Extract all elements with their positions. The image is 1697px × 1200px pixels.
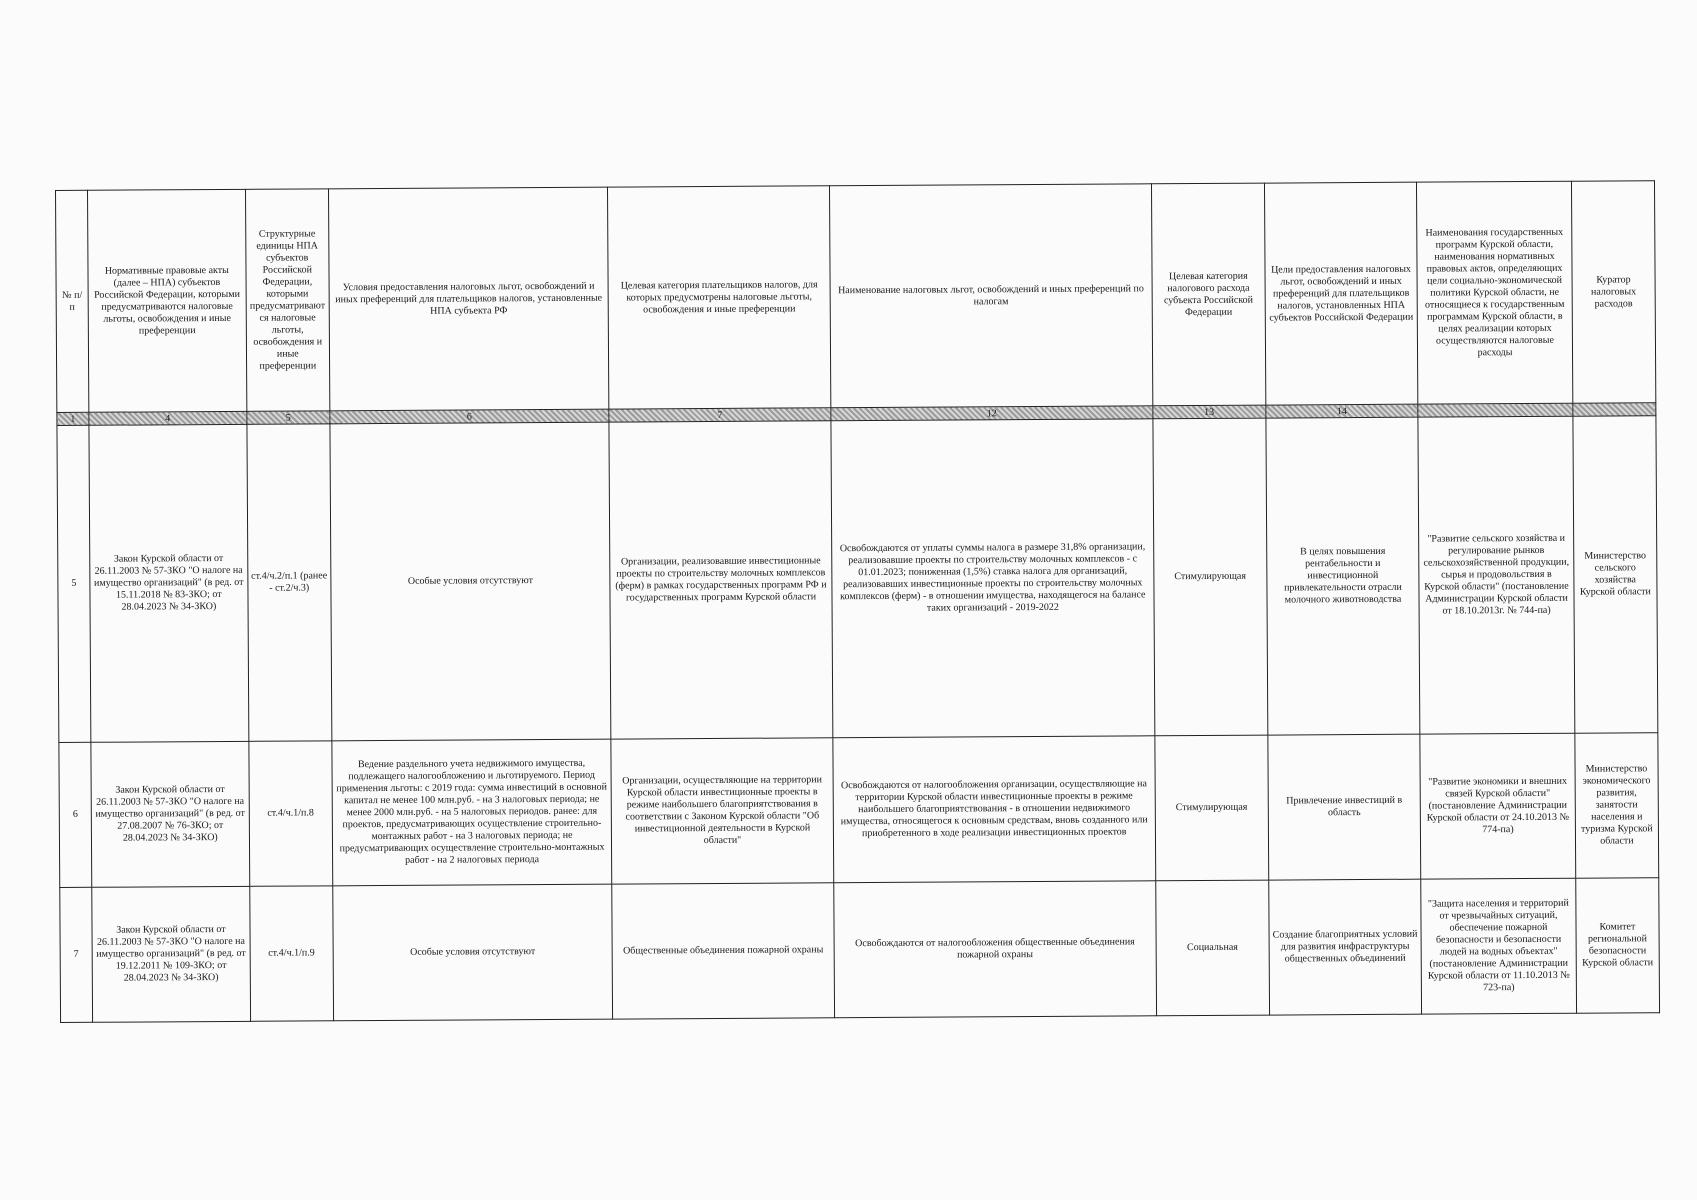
column-number: 5 <box>247 411 330 425</box>
header-expense-category: Целевая категория налогового расхода субъекта Российской Федерации <box>1151 183 1265 406</box>
row-num: 5 <box>57 425 91 742</box>
row-npa: Закон Курской области от 26.11.2003 № 57-ЗКО "О налоге на имущество организаций" (в ред. от 19.12.2011 № 109-ЗКО; от 28.04.2023 № 34-ЗКО) <box>92 886 251 1022</box>
row-benefit: Освобождаются от налогообложения организации, осуществляющие на территории Курской области инвестиционные проекты в режиме наибольшего благоприятствования - в отношении недвижимого имущества, относящегося к основным средствам, вновь созданного или приобретенного в ходе реализации инвестиционных проектов <box>833 736 1156 883</box>
row-expense-category: Стимулирующая <box>1155 735 1269 881</box>
table-row <box>57 416 1658 743</box>
header-benefit: Наименование налоговых льгот, освобождений и иных преференций по налогам <box>829 184 1152 408</box>
column-number: 6 <box>330 409 609 424</box>
table-row <box>60 878 1660 1023</box>
header-category: Целевая категория плательщиков налогов, для которых предусмотрены налоговые льготы, освобождения и иные преференции <box>608 186 831 409</box>
row-expense-category: Социальная <box>1156 880 1270 1016</box>
column-number: 14 <box>1266 404 1419 418</box>
header-program: Наименования государственных программ Курской области, наименования нормативных правовых актов, определяющих цели социально-экономической политики Курской области, не относящиеся к государственным программам Курской области, в целях реализации которых осуществляются налоговые расходы <box>1417 181 1573 404</box>
row-curator: Министерство сельского хозяйства Курской области <box>1573 416 1658 734</box>
header-npa: Нормативные правовые акты (далее – НПА) субъектов Российской Федерации, которыми предусматриваются налоговые льготы, освобождения и иные преференции <box>87 189 246 412</box>
row-conditions: Особые условия отсутствуют <box>330 422 611 741</box>
row-program: "Развитие сельского хозяйства и регулирование рынков сельскохозяйственной продукции, сырья и продовольствия в Курской области" (постановление Администрации Курской области от 18.10.2013г. № 744-па) <box>1418 416 1574 734</box>
row-benefit: Освобождаются от налогообложения общественные объединения пожарной охраны <box>834 881 1157 1018</box>
row-npa: Закон Курской области от 26.11.2003 № 57-ЗКО "О налоге на имущество организаций" (в ред. от 27.08.2007 № 76-ЗКО; от 28.04.2023 № 34-ЗКО) <box>91 741 250 887</box>
row-goal: В целях повышения рентабельности и инвестиционной привлекательности отрасли молочного животноводства <box>1266 417 1420 735</box>
row-curator: Комитет региональной безопасности Курской области <box>1576 878 1660 1014</box>
column-number: 13 <box>1153 405 1266 419</box>
column-number <box>1418 403 1573 417</box>
header-curator: Куратор налоговых расходов <box>1571 181 1656 404</box>
row-curator: Министерство экономического развития, занятости населения и туризма Курской области <box>1575 733 1659 879</box>
row-unit: ст.4/ч.1/п.9 <box>249 886 333 1022</box>
row-program: "Защита населения и территорий от чрезвычайных ситуаций, обеспечение пожарной безопасности и безопасности людей на водных объектах" (постановление Администрации Курской области от 11.10.2013 № 723-па) <box>1421 878 1576 1014</box>
header-conditions: Условия предоставления налоговых льгот, освобождений и иных преференций для плательщиков налогов, установленные НПА субъекта РФ <box>328 187 609 411</box>
row-unit: ст.4/ч.2/п.1 (ранее - ст.2/ч.3) <box>247 424 332 742</box>
column-number: 4 <box>89 411 247 425</box>
row-goal: Создание благоприятных условий для развития инфраструктуры общественных объединений <box>1269 879 1422 1015</box>
column-number <box>1573 403 1656 417</box>
row-expense-category: Стимулирующая <box>1153 418 1268 736</box>
row-npa: Закон Курской области от 26.11.2003 № 57-ЗКО "О налоге на имущество организаций" (в ред. от 15.11.2018 № 83-ЗКО; от 28.04.2023 № 34-ЗКО) <box>89 424 249 742</box>
header-unit: Структурные единицы НПА субъектов Российской Федерации, которыми предусматриваются налоговые льготы, освобождения и иные преференции <box>245 189 329 412</box>
header-row <box>56 181 1656 413</box>
row-conditions: Ведение раздельного учета недвижимого имущества, подлежащего налогообложению и льготируемого. Период применения льготы: с 2019 года: сумма инвестиций в основной капитал не менее 100 млн.руб. - на 3 налоговых периода; не менее 2000 млн.руб. - на 5 налоговых периодов. ранее: для проектов, предусматривающих осуществление строительно-монтажных работ - на 3 налоговых периода; не предусматривающих осуществление строительно-монтажных работ - на 2 налоговых периода <box>332 739 612 886</box>
row-program: "Развитие экономики и внешних связей Курской области" (постановление Администрации Курской области от 24.10.2013 № 774-па) <box>1420 733 1575 879</box>
row-category: Организации, реализовавшие инвестиционные проекты по строительству молочных комплексов (ферм) в рамках государственных программ РФ и государственных программ Курской области <box>609 421 833 739</box>
row-goal: Привлечение инвестиций в область <box>1268 734 1421 880</box>
tax-expenditure-table <box>55 180 1660 1023</box>
column-number: 12 <box>831 406 1153 421</box>
row-num: 7 <box>60 887 93 1022</box>
column-number: 7 <box>609 408 831 422</box>
table-row <box>59 733 1659 888</box>
header-goal: Цели предоставления налоговых льгот, освобождений и иных преференций для плательщиков налогов, установленных НПА субъектов Российской Федерации <box>1264 182 1418 405</box>
row-unit: ст.4/ч.1/п.8 <box>249 741 333 887</box>
row-category: Общественные объединения пожарной охраны <box>612 883 835 1019</box>
row-num: 6 <box>59 742 92 887</box>
row-category: Организации, осуществляющие на территории Курской области инвестиционные проекты в режиме наибольшего благоприятствования в соответствии с Законом Курской области "Об инвестиционной деятельности в Курской области" <box>611 738 834 884</box>
row-benefit: Освобождаются от уплаты суммы налога в размере 31,8% организации, реализовавшие проекты по строительству молочных комплексов - с 01.01.2023; пониженная (1,5%) ставка налога для организаций, реализовавших инвестиционные проекты по строительству молочных комплексов (ферм) - в отношении имущества, находящегося на балансе таких организаций - 2019-2022 <box>831 419 1155 738</box>
column-number: 1 <box>57 412 89 425</box>
row-conditions: Особые условия отсутствуют <box>333 884 613 1021</box>
header-num: № п/п <box>56 190 89 412</box>
